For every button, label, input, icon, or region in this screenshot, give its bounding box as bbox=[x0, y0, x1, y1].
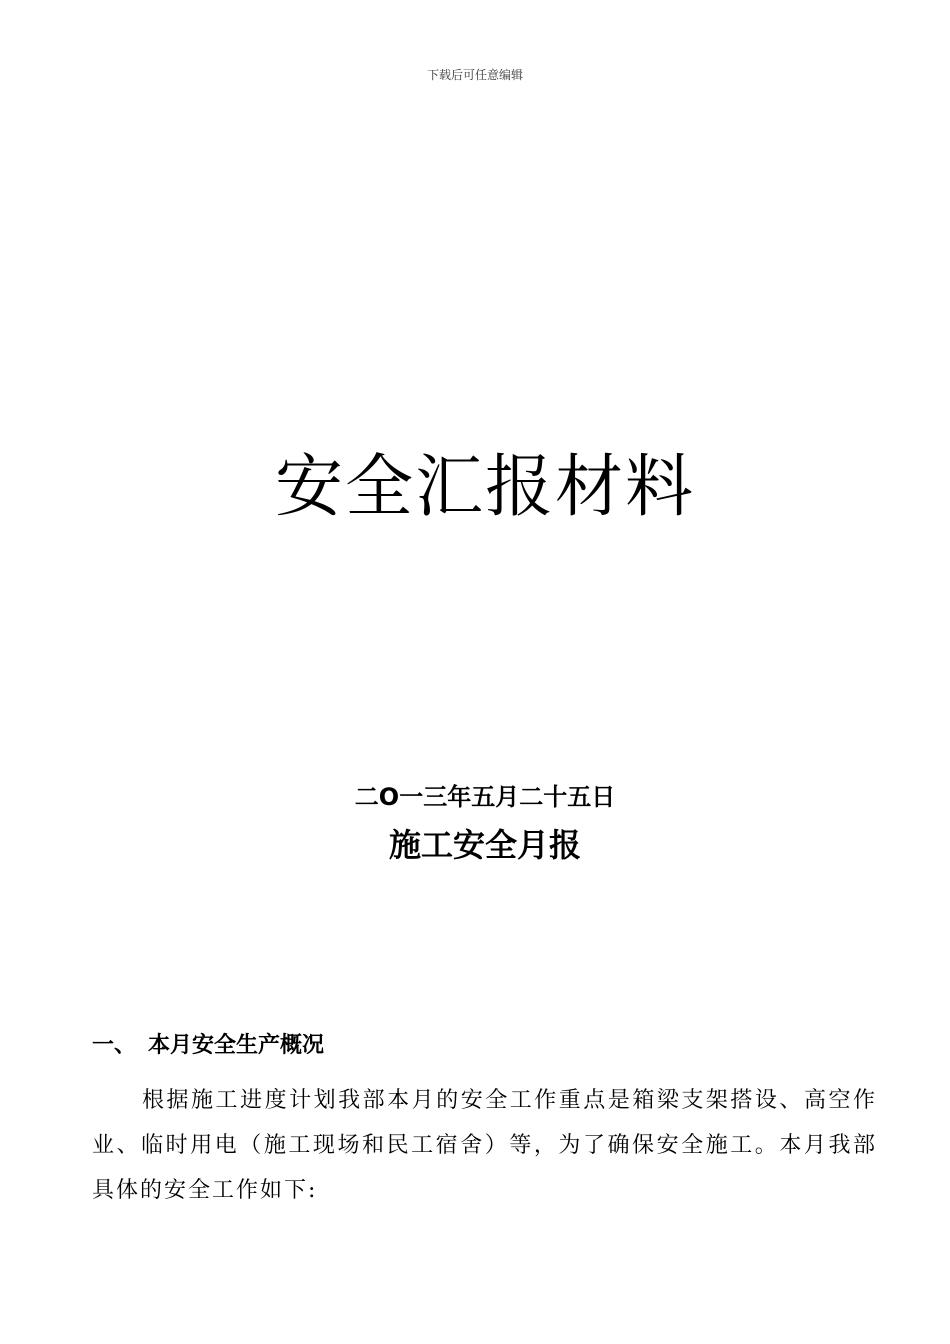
section-number: 一、 bbox=[92, 1033, 137, 1058]
page-header-note: 下载后可任意编辑 bbox=[426, 68, 523, 82]
document-subtitle: 施工安全月报 bbox=[388, 826, 581, 864]
document-date: 二O一三年五月二十五日 bbox=[354, 783, 616, 811]
document-title: 安全汇报材料 bbox=[274, 448, 695, 527]
section-paragraph: 根据施工进度计划我部本月的安全工作重点是箱梁支架搭设、高空作业、临时用电（施工现场和民工宿舍）等，为了确保安全施工。本月我部具体的安全工作如下: bbox=[92, 1088, 877, 1203]
section-heading bbox=[92, 1031, 324, 1061]
section-title: 本月安全生产概况 bbox=[148, 1033, 325, 1058]
